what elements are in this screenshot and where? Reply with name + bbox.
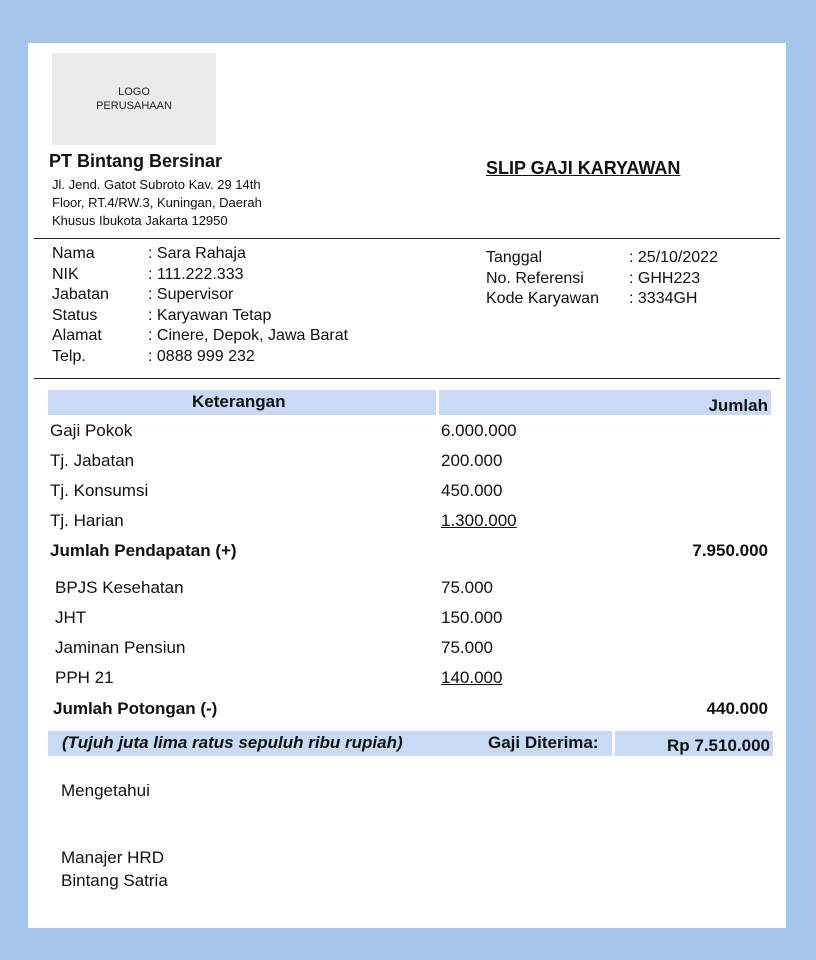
meta-value: : GHH223 [629, 269, 701, 287]
salary-slip [28, 43, 786, 928]
meta-row-kode [486, 289, 718, 310]
deductions-total-amount: 440.000 [706, 699, 768, 718]
divider-top [34, 238, 780, 239]
info-row-jabatan [52, 285, 348, 306]
info-value: : Supervisor [148, 286, 234, 304]
info-value: : Cinere, Depok, Jawa Barat [148, 327, 349, 345]
net-pay-amount: Rp 7.510.000 [666, 736, 770, 755]
info-value: : 0888 999 232 [148, 347, 255, 365]
info-label: NIK [52, 265, 79, 283]
earning-amount: 1.300.000 [441, 511, 517, 530]
info-value: : 111.222.333 [148, 265, 244, 283]
address-line-3: Khusus Ibukota Jakarta 12950 [52, 213, 228, 228]
earning-label: Gaji Pokok [50, 421, 133, 440]
company-logo [52, 53, 216, 145]
meta-label: No. Referensi [486, 269, 584, 287]
address-line-2: Floor, RT.4/RW.3, Kuningan, Daerah [52, 195, 262, 210]
meta-value: : 3334GH [629, 290, 698, 308]
net-pay-label: Gaji Diterima: [488, 733, 599, 752]
logo-line-2: PERUSAHAAN [96, 100, 172, 112]
deduction-label: JHT [55, 608, 87, 627]
info-label: Status [52, 306, 98, 324]
address-line-1: Jl. Jend. Gatot Subroto Kav. 29 14th [52, 177, 261, 192]
info-row-nama [52, 244, 348, 265]
meta-row-tanggal [486, 248, 718, 269]
info-row-telp [52, 347, 348, 368]
earnings-total-label: Jumlah Pendapatan (+) [50, 541, 237, 560]
info-value: : Karyawan Tetap [148, 306, 272, 324]
meta-label: Kode Karyawan [486, 290, 599, 308]
meta-value: : 25/10/2022 [629, 249, 718, 266]
earning-label: Tj. Jabatan [50, 451, 135, 470]
earning-label: Tj. Harian [50, 511, 124, 530]
earnings-total-amount: 7.950.000 [692, 541, 768, 560]
earning-amount: 200.000 [441, 451, 503, 470]
deduction-label: Jaminan Pensiun [55, 638, 186, 657]
info-value: : Sara Rahaja [148, 245, 246, 262]
deduction-amount: 140.000 [441, 668, 503, 687]
meta-row-referensi [486, 269, 718, 290]
deductions-total-label: Jumlah Potongan (-) [53, 699, 218, 718]
logo-line-1: LOGO [118, 86, 150, 98]
info-row-alamat [52, 326, 348, 347]
employee-info [52, 244, 348, 368]
deduction-amount: 75.000 [441, 578, 493, 597]
meta-label: Tanggal [486, 249, 543, 266]
signer-name: Bintang Satria [61, 871, 168, 890]
signer-position: Manajer HRD [61, 848, 164, 867]
slip-title: SLIP GAJI KARYAWAN [486, 158, 681, 178]
info-label: Nama [52, 245, 95, 262]
info-label: Alamat [52, 327, 102, 345]
earning-amount: 6.000.000 [441, 421, 517, 440]
info-row-status [52, 306, 348, 327]
earning-amount: 450.000 [441, 481, 503, 500]
deduction-amount: 150.000 [441, 608, 503, 627]
company-address [52, 176, 262, 230]
net-pay-words: (Tujuh juta lima ratus sepuluh ribu rupiah) [62, 733, 403, 752]
company-name: PT Bintang Bersinar [49, 151, 223, 171]
table-header-amount: Jumlah [708, 396, 768, 415]
earning-label: Tj. Konsumsi [50, 481, 149, 500]
deduction-label: BPJS Kesehatan [55, 578, 184, 597]
divider-bottom [34, 378, 780, 379]
deduction-label: PPH 21 [55, 668, 114, 687]
slip-meta [486, 248, 718, 310]
info-row-nik [52, 265, 348, 286]
deduction-amount: 75.000 [441, 638, 493, 657]
info-label: Telp. [52, 347, 86, 365]
table-header-desc: Keterangan [192, 392, 286, 411]
acknowledge-text: Mengetahui [61, 781, 150, 800]
info-label: Jabatan [52, 286, 109, 304]
